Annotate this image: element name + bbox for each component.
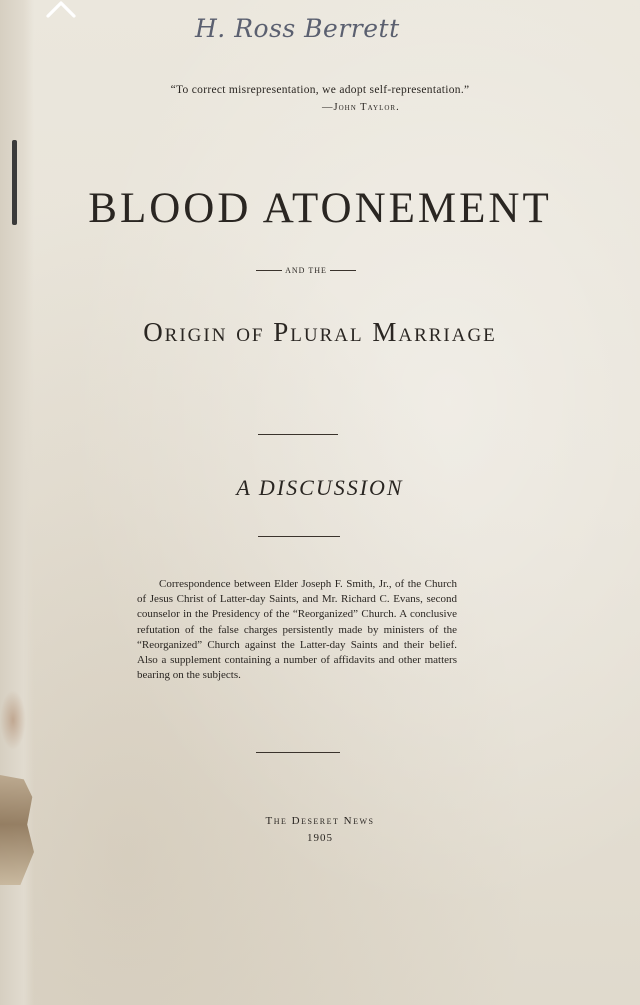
connector-dash-right bbox=[330, 270, 356, 271]
handwritten-signature: H. Ross Berrett bbox=[195, 14, 400, 43]
divider-rule-top bbox=[258, 434, 338, 435]
publication-year: 1905 bbox=[307, 832, 333, 844]
discussion-heading: A DISCUSSION bbox=[236, 475, 404, 500]
connector-line bbox=[256, 266, 356, 275]
description-paragraph: Correspondence between Elder Joseph F. Smith, Jr., of the Church of Jesus Christ of Latter-day Saints, and Mr. Richard C. Evans, second counselor in the Presidency of the “Reorganized” Church. A conclusive refutation of the false charges persistently made by ministers of the “Reorganized” Church against the Latter-day Saints and their belief. Also a supplement containing a number of affidavits and other matters bearing on the subjects. bbox=[137, 578, 457, 682]
publisher: The Deseret News bbox=[265, 815, 375, 827]
main-title: BLOOD ATONEMENT bbox=[88, 185, 552, 232]
connector-text: AND THE bbox=[285, 266, 327, 275]
connector-dash-left bbox=[256, 270, 282, 271]
chevron-up-icon[interactable] bbox=[44, 0, 78, 18]
epigraph-quote: “To correct misrepresentation, we adopt self-representation.” bbox=[170, 84, 470, 96]
epigraph-author: —John Taylor. bbox=[322, 102, 400, 113]
divider-rule-middle bbox=[258, 536, 340, 537]
subtitle: Origin of Plural Marriage bbox=[143, 317, 497, 347]
divider-rule-bottom bbox=[256, 752, 340, 753]
paper-stain bbox=[0, 690, 26, 750]
